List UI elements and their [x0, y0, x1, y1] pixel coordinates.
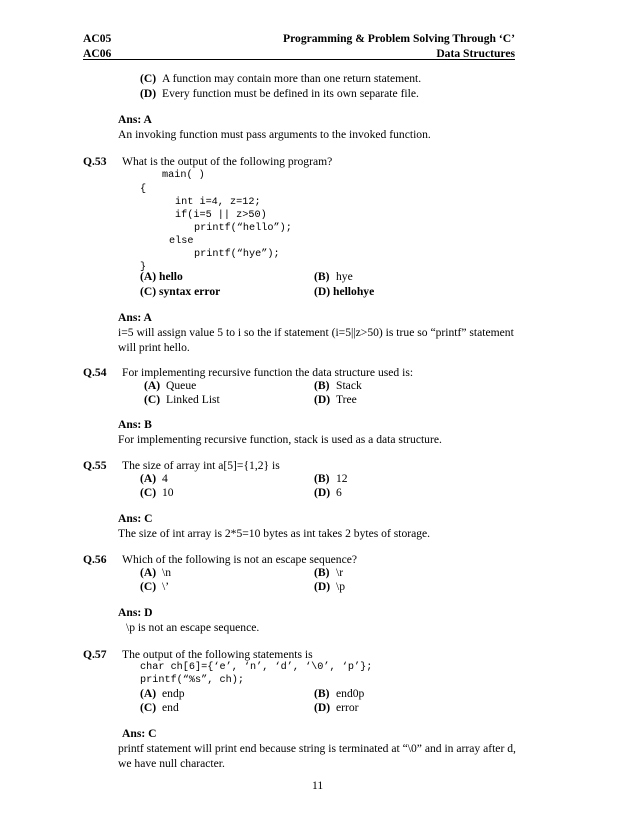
header-title-2: Data Structures: [436, 47, 515, 60]
q53-code-line: }: [140, 262, 147, 273]
q56-option-a-text: \n: [162, 566, 172, 579]
q57-code-line: printf(“%s”, ch);: [140, 675, 244, 686]
q53-code-line: if(i=5 || z>50): [175, 210, 267, 221]
header-code-2: AC06: [83, 47, 112, 60]
q53-code-line: int i=4, z=12;: [175, 197, 261, 208]
q54-answer-label: Ans: B: [118, 418, 152, 431]
q57-option-c-text: end: [162, 701, 179, 714]
q52-option-d-label: (D): [140, 87, 157, 100]
q52-option-c-label: (C): [140, 72, 157, 85]
q55-option-c-label: (C): [140, 486, 157, 499]
q52-explanation: An invoking function must pass arguments to the invoked function.: [118, 128, 431, 141]
q53-question: What is the output of the following program?: [122, 155, 333, 168]
q55-option-b-label: (B): [314, 472, 330, 485]
q53-answer-label: Ans: A: [118, 311, 152, 324]
q54-option-c-text: Linked List: [166, 393, 220, 406]
q54-option-b-text: Stack: [336, 379, 362, 392]
q56-option-d-label: (D): [314, 580, 331, 593]
q53-code-line: main( ): [162, 170, 205, 181]
q57-answer-label: Ans: C: [122, 727, 157, 740]
q56-option-d-text: \p: [336, 580, 346, 593]
q57-option-b-label: (B): [314, 687, 330, 700]
q53-option-d: (D) hellohye: [314, 285, 375, 298]
q54-option-d-text: Tree: [336, 393, 357, 406]
q55-option-b-text: 12: [336, 472, 348, 485]
q54-option-d-label: (D): [314, 393, 331, 406]
q55-option-c-text: 10: [162, 486, 174, 499]
q52-option-c-text: A function may contain more than one return statement.: [162, 72, 422, 85]
q54-question: For implementing recursive function the data structure used is:: [122, 366, 414, 379]
q54-option-a-label: (A): [144, 379, 161, 392]
q56-explanation: \p is not an escape sequence.: [126, 621, 260, 634]
q52-answer-label: Ans: A: [118, 113, 152, 126]
q53-option-c: (C) syntax error: [140, 285, 221, 298]
q53-code-line: else: [169, 236, 194, 247]
q55-option-a-label: (A): [140, 472, 157, 485]
q57-option-c-label: (C): [140, 701, 157, 714]
q56-option-c-label: (C): [140, 580, 157, 593]
q53-explanation-line-1: i=5 will assign value 5 to i so the if statement (i=5||z>50) is true so “printf” statement: [118, 326, 514, 339]
header-rule: [83, 59, 515, 60]
q57-option-b-text: end0p: [336, 687, 365, 700]
q55-option-d-text: 6: [336, 486, 342, 499]
q57-option-a-text: endp: [162, 687, 185, 700]
page-number: 11: [312, 779, 324, 792]
q55-question: The size of array int a[5]={1,2} is: [122, 459, 280, 472]
q57-question: The output of the following statements is: [122, 648, 313, 661]
q53-explanation-line-2: will print hello.: [118, 341, 190, 354]
q54-option-a-text: Queue: [166, 379, 197, 392]
header-title-1: Programming & Problem Solving Through ‘C’: [283, 32, 515, 45]
q54-option-c-label: (C): [144, 393, 161, 406]
q53-code-line: printf(“hello”);: [194, 223, 292, 234]
q56-option-c-text: \’: [162, 580, 170, 593]
q55-option-d-label: (D): [314, 486, 331, 499]
q56-option-b-label: (B): [314, 566, 330, 579]
q56-option-b-text: \r: [336, 566, 344, 579]
q57-explanation-line-2: we have null character.: [118, 757, 225, 770]
q55-option-a-text: 4: [162, 472, 168, 485]
q56-number: Q.56: [83, 553, 107, 566]
header-code-1: AC05: [83, 32, 112, 45]
q57-option-d-label: (D): [314, 701, 331, 714]
q55-explanation: The size of int array is 2*5=10 bytes as int takes 2 bytes of storage.: [118, 527, 431, 540]
q54-explanation: For implementing recursive function, stack is used as a data structure.: [118, 433, 442, 446]
q56-question: Which of the following is not an escape sequence?: [122, 553, 358, 566]
q57-option-d-text: error: [336, 701, 359, 714]
q53-option-b-label: (B): [314, 270, 330, 283]
q52-option-d-text: Every function must be defined in its own separate file.: [162, 87, 419, 100]
q54-option-b-label: (B): [314, 379, 330, 392]
q55-number: Q.55: [83, 459, 107, 472]
q53-option-b-text: hye: [336, 270, 353, 283]
q56-answer-label: Ans: D: [118, 606, 153, 619]
q53-option-a: (A) hello: [140, 270, 183, 283]
q55-answer-label: Ans: C: [118, 512, 153, 525]
q57-code-line: char ch[6]={‘e’, ‘n’, ‘d’, ‘\0’, ‘p’};: [140, 662, 373, 673]
q56-option-a-label: (A): [140, 566, 157, 579]
q57-explanation-line-1: printf statement will print end because string is terminated at “\0” and in array after d,: [118, 742, 516, 755]
q57-number: Q.57: [83, 648, 107, 661]
q53-number: Q.53: [83, 155, 107, 168]
q53-code-line: {: [140, 184, 147, 195]
q53-code-line: printf(“hye”);: [194, 249, 280, 260]
q54-number: Q.54: [83, 366, 107, 379]
q57-option-a-label: (A): [140, 687, 157, 700]
